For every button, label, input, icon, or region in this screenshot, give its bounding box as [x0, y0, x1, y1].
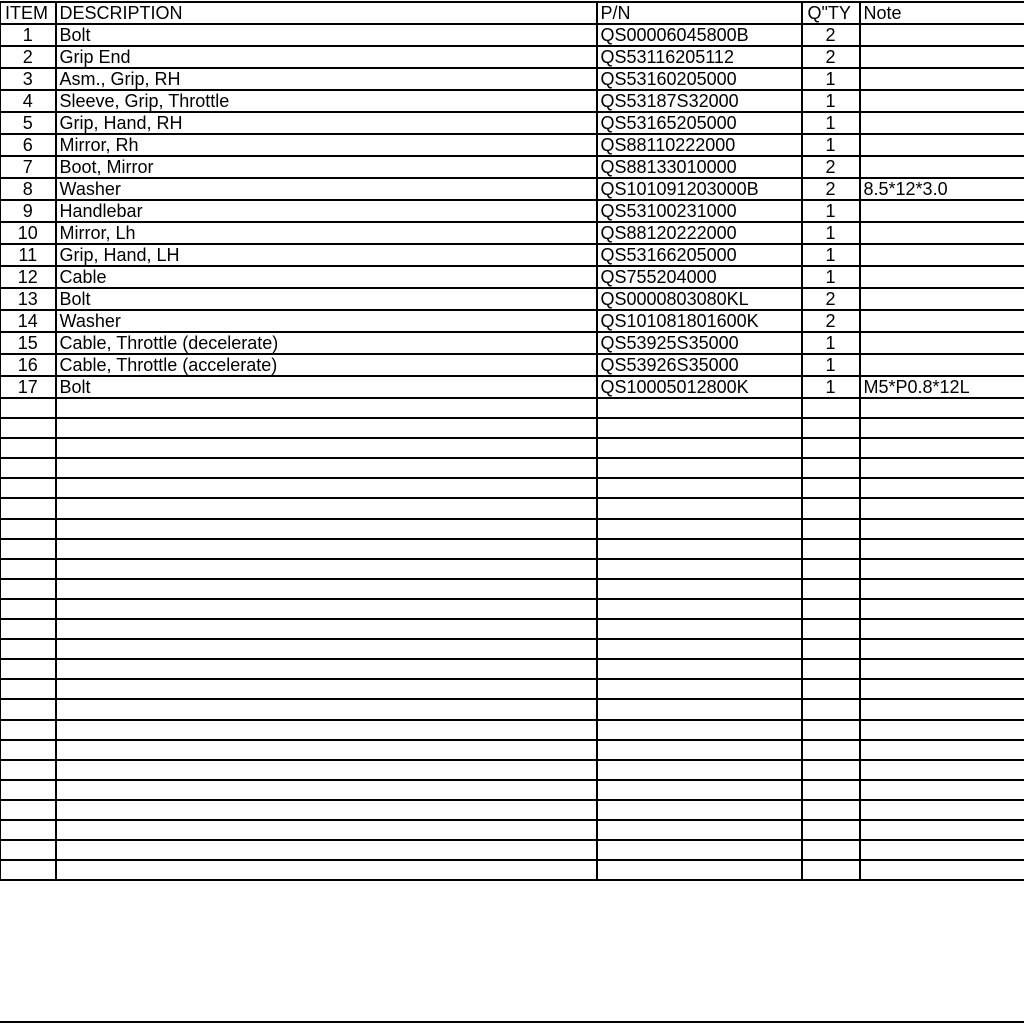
- cell-note: [860, 134, 1024, 156]
- cell-item: [1, 579, 56, 599]
- cell-item: 4: [1, 90, 56, 112]
- cell-quantity: [802, 559, 860, 579]
- bottom-divider: [0, 1021, 1024, 1023]
- cell-note: [860, 860, 1024, 880]
- cell-part-number: [597, 519, 802, 539]
- cell-quantity: 1: [802, 112, 860, 134]
- cell-note: [860, 68, 1024, 90]
- table-row: [1, 679, 1024, 699]
- cell-part-number: QS10005012800K: [597, 376, 802, 398]
- cell-part-number: [597, 458, 802, 478]
- cell-note: [860, 418, 1024, 438]
- cell-note: [860, 639, 1024, 659]
- table-row: [1, 354, 1024, 376]
- cell-note: [860, 599, 1024, 619]
- cell-description: Washer: [56, 178, 597, 200]
- cell-item: [1, 559, 56, 579]
- cell-part-number: [597, 740, 802, 760]
- table-row: [1, 780, 1024, 800]
- table-header-row: [1, 2, 1024, 24]
- cell-quantity: [802, 720, 860, 740]
- cell-description: [56, 760, 597, 780]
- cell-item: [1, 639, 56, 659]
- cell-description: [56, 720, 597, 740]
- cell-description: [56, 458, 597, 478]
- cell-part-number: QS0000803080KL: [597, 288, 802, 310]
- cell-item: 6: [1, 134, 56, 156]
- cell-description: [56, 699, 597, 719]
- table-row: [1, 579, 1024, 599]
- cell-part-number: QS53100231000: [597, 200, 802, 222]
- cell-note: [860, 438, 1024, 458]
- cell-description: [56, 579, 597, 599]
- cell-quantity: [802, 780, 860, 800]
- cell-quantity: 1: [802, 200, 860, 222]
- cell-note: [860, 539, 1024, 559]
- cell-item: 8: [1, 178, 56, 200]
- cell-part-number: [597, 398, 802, 418]
- cell-item: 3: [1, 68, 56, 90]
- cell-description: [56, 860, 597, 880]
- cell-note: [860, 740, 1024, 760]
- cell-note: [860, 266, 1024, 288]
- cell-quantity: [802, 418, 860, 438]
- cell-item: 2: [1, 46, 56, 68]
- cell-item: 17: [1, 376, 56, 398]
- cell-description: [56, 679, 597, 699]
- cell-description: Bolt: [56, 376, 597, 398]
- table-row: [1, 438, 1024, 458]
- cell-description: [56, 820, 597, 840]
- cell-note: [860, 156, 1024, 178]
- cell-part-number: [597, 418, 802, 438]
- cell-description: Asm., Grip, RH: [56, 68, 597, 90]
- cell-note: 8.5*12*3.0: [860, 178, 1024, 200]
- cell-description: [56, 559, 597, 579]
- cell-quantity: [802, 539, 860, 559]
- cell-description: Cable, Throttle (decelerate): [56, 332, 597, 354]
- cell-item: [1, 438, 56, 458]
- cell-description: [56, 478, 597, 498]
- cell-item: [1, 458, 56, 478]
- cell-part-number: [597, 498, 802, 518]
- cell-item: [1, 780, 56, 800]
- cell-quantity: [802, 438, 860, 458]
- cell-part-number: QS53926S35000: [597, 354, 802, 376]
- cell-quantity: 2: [802, 24, 860, 46]
- cell-item: 7: [1, 156, 56, 178]
- cell-item: [1, 720, 56, 740]
- cell-item: [1, 659, 56, 679]
- cell-note: [860, 244, 1024, 266]
- cell-part-number: [597, 840, 802, 860]
- cell-quantity: 1: [802, 244, 860, 266]
- header-description: DESCRIPTION: [56, 2, 597, 24]
- cell-quantity: [802, 639, 860, 659]
- cell-quantity: 2: [802, 156, 860, 178]
- cell-part-number: [597, 619, 802, 639]
- cell-note: [860, 458, 1024, 478]
- cell-description: [56, 619, 597, 639]
- cell-quantity: [802, 699, 860, 719]
- cell-quantity: 2: [802, 310, 860, 332]
- table-row: [1, 178, 1024, 200]
- cell-item: 9: [1, 200, 56, 222]
- cell-note: [860, 200, 1024, 222]
- table-row: [1, 90, 1024, 112]
- cell-item: [1, 860, 56, 880]
- cell-quantity: 1: [802, 332, 860, 354]
- cell-item: 14: [1, 310, 56, 332]
- cell-part-number: [597, 639, 802, 659]
- cell-part-number: QS88133010000: [597, 156, 802, 178]
- cell-part-number: QS88110222000: [597, 134, 802, 156]
- cell-description: [56, 840, 597, 860]
- cell-quantity: [802, 740, 860, 760]
- cell-item: 16: [1, 354, 56, 376]
- cell-note: [860, 112, 1024, 134]
- cell-part-number: QS88120222000: [597, 222, 802, 244]
- cell-description: Cable: [56, 266, 597, 288]
- cell-note: [860, 840, 1024, 860]
- cell-part-number: QS53165205000: [597, 112, 802, 134]
- cell-note: [860, 780, 1024, 800]
- cell-description: Cable, Throttle (accelerate): [56, 354, 597, 376]
- cell-part-number: QS53160205000: [597, 68, 802, 90]
- cell-description: [56, 539, 597, 559]
- cell-item: [1, 418, 56, 438]
- cell-description: [56, 498, 597, 518]
- cell-note: [860, 354, 1024, 376]
- table-row: [1, 619, 1024, 639]
- cell-description: [56, 780, 597, 800]
- cell-description: Handlebar: [56, 200, 597, 222]
- cell-note: [860, 478, 1024, 498]
- cell-quantity: 1: [802, 134, 860, 156]
- table-row: [1, 134, 1024, 156]
- cell-part-number: QS53925S35000: [597, 332, 802, 354]
- cell-note: [860, 699, 1024, 719]
- cell-part-number: QS755204000: [597, 266, 802, 288]
- table-row: [1, 156, 1024, 178]
- cell-description: [56, 418, 597, 438]
- table-row: [1, 398, 1024, 418]
- cell-note: [860, 398, 1024, 418]
- cell-note: [860, 720, 1024, 740]
- cell-quantity: 2: [802, 178, 860, 200]
- header-note: Note: [860, 2, 1024, 24]
- cell-item: [1, 740, 56, 760]
- cell-item: [1, 599, 56, 619]
- cell-note: [860, 46, 1024, 68]
- cell-note: [860, 820, 1024, 840]
- cell-description: Boot, Mirror: [56, 156, 597, 178]
- cell-quantity: 1: [802, 222, 860, 244]
- cell-note: [860, 288, 1024, 310]
- table-row: [1, 288, 1024, 310]
- cell-note: [860, 800, 1024, 820]
- cell-description: [56, 438, 597, 458]
- cell-description: [56, 519, 597, 539]
- cell-part-number: [597, 760, 802, 780]
- cell-description: Grip, Hand, RH: [56, 112, 597, 134]
- cell-quantity: [802, 498, 860, 518]
- cell-note: [860, 559, 1024, 579]
- cell-part-number: [597, 780, 802, 800]
- cell-description: Mirror, Rh: [56, 134, 597, 156]
- cell-part-number: [597, 679, 802, 699]
- cell-item: [1, 800, 56, 820]
- parts-list-table: [0, 1, 1024, 881]
- table-row: [1, 760, 1024, 780]
- cell-part-number: [597, 820, 802, 840]
- cell-part-number: QS53166205000: [597, 244, 802, 266]
- cell-quantity: [802, 579, 860, 599]
- cell-part-number: QS00006045800B: [597, 24, 802, 46]
- cell-item: [1, 398, 56, 418]
- table-row: [1, 244, 1024, 266]
- cell-description: [56, 599, 597, 619]
- cell-part-number: [597, 659, 802, 679]
- cell-description: [56, 659, 597, 679]
- cell-note: M5*P0.8*12L: [860, 376, 1024, 398]
- cell-item: 12: [1, 266, 56, 288]
- cell-part-number: [597, 478, 802, 498]
- cell-quantity: [802, 860, 860, 880]
- table-row: [1, 860, 1024, 880]
- cell-note: [860, 90, 1024, 112]
- cell-item: [1, 699, 56, 719]
- cell-quantity: [802, 458, 860, 478]
- cell-item: 1: [1, 24, 56, 46]
- cell-item: [1, 498, 56, 518]
- cell-description: Washer: [56, 310, 597, 332]
- cell-quantity: 1: [802, 68, 860, 90]
- cell-note: [860, 579, 1024, 599]
- table-row: [1, 266, 1024, 288]
- cell-part-number: [597, 438, 802, 458]
- cell-quantity: [802, 800, 860, 820]
- cell-description: Grip End: [56, 46, 597, 68]
- table-row: [1, 112, 1024, 134]
- cell-part-number: QS53116205112: [597, 46, 802, 68]
- cell-item: 10: [1, 222, 56, 244]
- cell-quantity: 1: [802, 90, 860, 112]
- cell-item: [1, 760, 56, 780]
- cell-quantity: 2: [802, 46, 860, 68]
- table-row: [1, 599, 1024, 619]
- table-row: [1, 376, 1024, 398]
- cell-note: [860, 498, 1024, 518]
- cell-description: Bolt: [56, 288, 597, 310]
- cell-part-number: [597, 539, 802, 559]
- cell-note: [860, 332, 1024, 354]
- cell-quantity: [802, 398, 860, 418]
- table-row: [1, 539, 1024, 559]
- cell-description: [56, 639, 597, 659]
- cell-quantity: 1: [802, 266, 860, 288]
- cell-note: [860, 619, 1024, 639]
- cell-description: Sleeve, Grip, Throttle: [56, 90, 597, 112]
- cell-part-number: [597, 579, 802, 599]
- cell-quantity: [802, 820, 860, 840]
- cell-quantity: [802, 619, 860, 639]
- table-row: [1, 840, 1024, 860]
- cell-item: 13: [1, 288, 56, 310]
- cell-note: [860, 760, 1024, 780]
- header-quantity: Q"TY: [802, 2, 860, 24]
- cell-item: [1, 539, 56, 559]
- table-body: [1, 24, 1024, 880]
- cell-quantity: [802, 840, 860, 860]
- table-row: [1, 418, 1024, 438]
- table-row: [1, 46, 1024, 68]
- cell-part-number: [597, 860, 802, 880]
- table-row: [1, 639, 1024, 659]
- cell-note: [860, 679, 1024, 699]
- cell-item: [1, 679, 56, 699]
- cell-item: [1, 820, 56, 840]
- cell-note: [860, 222, 1024, 244]
- cell-part-number: [597, 599, 802, 619]
- cell-description: Grip, Hand, LH: [56, 244, 597, 266]
- cell-description: [56, 740, 597, 760]
- cell-item: 15: [1, 332, 56, 354]
- table-row: [1, 24, 1024, 46]
- table-row: [1, 458, 1024, 478]
- cell-item: [1, 840, 56, 860]
- table-row: [1, 699, 1024, 719]
- cell-part-number: [597, 800, 802, 820]
- cell-note: [860, 519, 1024, 539]
- table-row: [1, 200, 1024, 222]
- cell-part-number: QS53187S32000: [597, 90, 802, 112]
- cell-quantity: [802, 519, 860, 539]
- cell-part-number: [597, 720, 802, 740]
- cell-quantity: [802, 599, 860, 619]
- cell-quantity: 2: [802, 288, 860, 310]
- cell-quantity: 1: [802, 376, 860, 398]
- cell-description: [56, 398, 597, 418]
- table-row: [1, 310, 1024, 332]
- cell-quantity: [802, 679, 860, 699]
- cell-part-number: [597, 559, 802, 579]
- cell-quantity: [802, 760, 860, 780]
- cell-quantity: [802, 659, 860, 679]
- table-row: [1, 559, 1024, 579]
- table-row: [1, 498, 1024, 518]
- cell-item: [1, 619, 56, 639]
- cell-item: 5: [1, 112, 56, 134]
- table-row: [1, 659, 1024, 679]
- cell-description: Mirror, Lh: [56, 222, 597, 244]
- cell-part-number: QS101081801600K: [597, 310, 802, 332]
- header-part-number: P/N: [597, 2, 802, 24]
- cell-item: [1, 519, 56, 539]
- cell-item: [1, 478, 56, 498]
- cell-quantity: [802, 478, 860, 498]
- table-row: [1, 478, 1024, 498]
- cell-quantity: 1: [802, 354, 860, 376]
- table-row: [1, 820, 1024, 840]
- table-row: [1, 800, 1024, 820]
- cell-note: [860, 310, 1024, 332]
- cell-part-number: [597, 699, 802, 719]
- header-item: ITEM: [1, 2, 56, 24]
- cell-item: 11: [1, 244, 56, 266]
- table-row: [1, 740, 1024, 760]
- table-row: [1, 222, 1024, 244]
- cell-description: Bolt: [56, 24, 597, 46]
- table-row: [1, 519, 1024, 539]
- table-row: [1, 68, 1024, 90]
- cell-note: [860, 24, 1024, 46]
- table-row: [1, 720, 1024, 740]
- cell-description: [56, 800, 597, 820]
- table-row: [1, 332, 1024, 354]
- cell-part-number: QS101091203000B: [597, 178, 802, 200]
- cell-note: [860, 659, 1024, 679]
